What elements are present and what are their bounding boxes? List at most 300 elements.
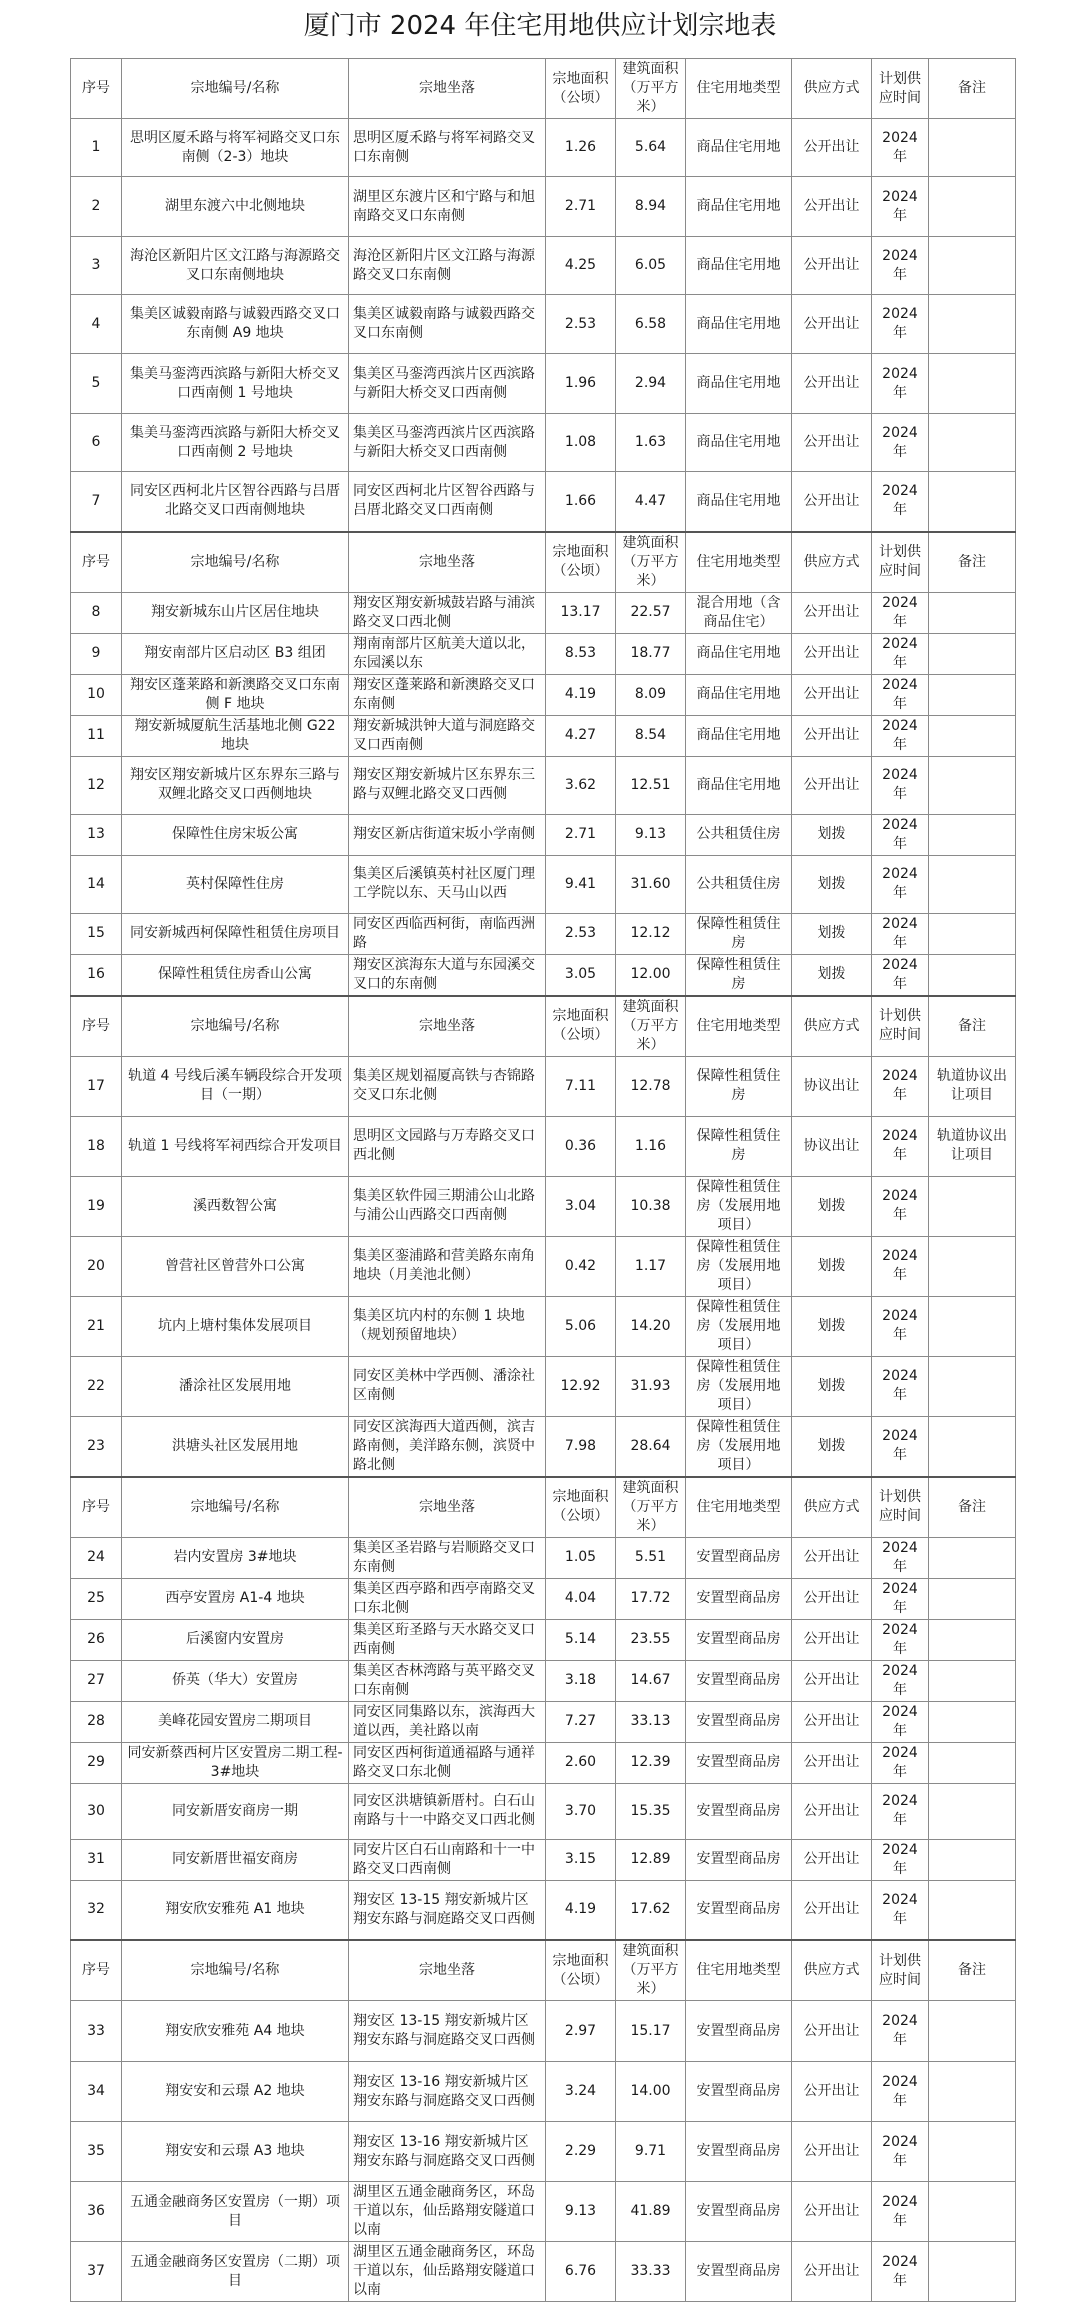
- cell-supply: 公开出让: [792, 1660, 872, 1701]
- cell-supply: 公开出让: [792, 2182, 872, 2242]
- header-time: 计划供应时间: [872, 532, 929, 593]
- cell-area: 2.53: [546, 913, 616, 954]
- cell-note: [929, 1236, 1016, 1296]
- cell-supply: 公开出让: [792, 756, 872, 814]
- cell-supply: 划拨: [792, 913, 872, 954]
- cell-build: 6.58: [616, 295, 686, 354]
- cell-idx: 3: [71, 237, 122, 295]
- cell-note: [929, 2122, 1016, 2182]
- cell-build: 14.20: [616, 1296, 686, 1356]
- cell-name: 同安新厝世福安商房: [122, 1839, 349, 1880]
- cell-name: 五通金融商务区安置房（一期）项目: [122, 2182, 349, 2242]
- cell-loc: 集美区圣岩路与岩顺路交叉口东南侧: [349, 1537, 546, 1578]
- cell-time: 2024年: [872, 756, 929, 814]
- cell-area: 5.14: [546, 1619, 616, 1660]
- cell-build: 8.54: [616, 715, 686, 756]
- cell-name: 溪西数智公寓: [122, 1176, 349, 1236]
- table-row: [71, 633, 1016, 674]
- cell-supply: 公开出让: [792, 414, 872, 472]
- cell-area: 3.15: [546, 1839, 616, 1880]
- cell-build: 23.55: [616, 1619, 686, 1660]
- table-row: [71, 674, 1016, 715]
- cell-build: 22.57: [616, 592, 686, 633]
- cell-area: 3.04: [546, 1176, 616, 1236]
- header-build: 建筑面积（万平方米）: [616, 1940, 686, 2001]
- cell-idx: 15: [71, 913, 122, 954]
- table-row: [71, 1839, 1016, 1880]
- cell-name: 翔安南部片区启动区 B3 组团: [122, 633, 349, 674]
- cell-idx: 1: [71, 119, 122, 177]
- cell-time: 2024年: [872, 1880, 929, 1940]
- cell-loc: 同安区美林中学西侧、潘涂社区南侧: [349, 1356, 546, 1416]
- cell-note: 轨道协议出让项目: [929, 1116, 1016, 1176]
- cell-area: 7.27: [546, 1701, 616, 1742]
- cell-idx: 25: [71, 1578, 122, 1619]
- header-loc: 宗地坐落: [349, 1477, 546, 1538]
- cell-note: [929, 2001, 1016, 2062]
- cell-idx: 7: [71, 472, 122, 532]
- cell-type: 安置型商品房: [686, 1839, 792, 1880]
- cell-name: 坑内上塘村集体发展项目: [122, 1296, 349, 1356]
- cell-build: 10.38: [616, 1176, 686, 1236]
- cell-area: 4.27: [546, 715, 616, 756]
- cell-name: 集美马銮湾西滨路与新阳大桥交叉口西南侧 2 号地块: [122, 414, 349, 472]
- table-row: [71, 237, 1016, 295]
- table-row: [71, 1296, 1016, 1356]
- cell-name: 翔安欣安雅苑 A4 地块: [122, 2001, 349, 2062]
- cell-note: [929, 1660, 1016, 1701]
- table-row: [71, 1116, 1016, 1176]
- cell-note: [929, 855, 1016, 913]
- cell-time: 2024年: [872, 472, 929, 532]
- cell-build: 1.17: [616, 1236, 686, 1296]
- table-row: [71, 1783, 1016, 1839]
- cell-time: 2024年: [872, 1236, 929, 1296]
- cell-area: 7.11: [546, 1056, 616, 1116]
- header-idx: 序号: [71, 996, 122, 1057]
- cell-type: 保障性租赁住房（发展用地项目）: [686, 1176, 792, 1236]
- cell-loc: 思明区文园路与万寿路交叉口西北侧: [349, 1116, 546, 1176]
- cell-note: [929, 2182, 1016, 2242]
- cell-time: 2024年: [872, 855, 929, 913]
- cell-note: [929, 1176, 1016, 1236]
- cell-supply: 划拨: [792, 1236, 872, 1296]
- cell-type: 保障性租赁住房: [686, 1116, 792, 1176]
- header-note: 备注: [929, 59, 1016, 119]
- cell-build: 31.93: [616, 1356, 686, 1416]
- cell-time: 2024年: [872, 954, 929, 996]
- cell-idx: 5: [71, 354, 122, 414]
- cell-time: 2024年: [872, 1619, 929, 1660]
- cell-build: 2.94: [616, 354, 686, 414]
- cell-idx: 27: [71, 1660, 122, 1701]
- cell-build: 12.12: [616, 913, 686, 954]
- cell-loc: 集美区马銮湾西滨片区西滨路与新阳大桥交叉口西南侧: [349, 414, 546, 472]
- cell-supply: 公开出让: [792, 1537, 872, 1578]
- cell-build: 14.67: [616, 1660, 686, 1701]
- cell-loc: 翔南南部片区航美大道以北，东园溪以东: [349, 633, 546, 674]
- table-row: [71, 1742, 1016, 1783]
- cell-note: [929, 295, 1016, 354]
- cell-idx: 34: [71, 2062, 122, 2122]
- cell-type: 混合用地（含商品住宅）: [686, 592, 792, 633]
- cell-time: 2024年: [872, 2242, 929, 2302]
- cell-loc: 同安区西柯北片区智谷西路与吕厝北路交叉口西南侧: [349, 472, 546, 532]
- cell-time: 2024年: [872, 1701, 929, 1742]
- cell-loc: 集美区马銮湾西滨片区西滨路与新阳大桥交叉口西南侧: [349, 354, 546, 414]
- cell-supply: 公开出让: [792, 715, 872, 756]
- cell-area: 9.41: [546, 855, 616, 913]
- cell-type: 保障性租赁住房: [686, 913, 792, 954]
- header-name: 宗地编号/名称: [122, 1940, 349, 2001]
- cell-name: 轨道 1 号线将军祠西综合开发项目: [122, 1116, 349, 1176]
- cell-build: 17.72: [616, 1578, 686, 1619]
- cell-note: [929, 715, 1016, 756]
- cell-area: 1.66: [546, 472, 616, 532]
- table-row: [71, 119, 1016, 177]
- cell-loc: 集美区软件园三期浦公山北路与浦公山西路交口西南侧: [349, 1176, 546, 1236]
- cell-idx: 23: [71, 1416, 122, 1477]
- cell-type: 保障性租赁住房（发展用地项目）: [686, 1236, 792, 1296]
- cell-type: 商品住宅用地: [686, 756, 792, 814]
- cell-supply: 公开出让: [792, 633, 872, 674]
- cell-idx: 16: [71, 954, 122, 996]
- header-area: 宗地面积（公顷）: [546, 59, 616, 119]
- cell-type: 商品住宅用地: [686, 414, 792, 472]
- cell-time: 2024年: [872, 1839, 929, 1880]
- cell-name: 翔安欣安雅苑 A1 地块: [122, 1880, 349, 1940]
- cell-type: 安置型商品房: [686, 1537, 792, 1578]
- header-time: 计划供应时间: [872, 59, 929, 119]
- cell-time: 2024年: [872, 1056, 929, 1116]
- cell-supply: 划拨: [792, 954, 872, 996]
- cell-type: 安置型商品房: [686, 1742, 792, 1783]
- header-name: 宗地编号/名称: [122, 1477, 349, 1538]
- header-idx: 序号: [71, 59, 122, 119]
- table-row: [71, 177, 1016, 237]
- table-row: [71, 715, 1016, 756]
- header-type: 住宅用地类型: [686, 59, 792, 119]
- cell-idx: 12: [71, 756, 122, 814]
- cell-area: 0.36: [546, 1116, 616, 1176]
- header-time: 计划供应时间: [872, 1477, 929, 1538]
- cell-time: 2024年: [872, 1116, 929, 1176]
- cell-build: 9.71: [616, 2122, 686, 2182]
- cell-idx: 35: [71, 2122, 122, 2182]
- cell-time: 2024年: [872, 1660, 929, 1701]
- cell-area: 12.92: [546, 1356, 616, 1416]
- cell-idx: 9: [71, 633, 122, 674]
- cell-name: 轨道 4 号线后溪车辆段综合开发项目（一期）: [122, 1056, 349, 1116]
- header-row: [71, 996, 1016, 1057]
- cell-type: 商品住宅用地: [686, 177, 792, 237]
- cell-name: 西亭安置房 A1-4 地块: [122, 1578, 349, 1619]
- cell-supply: 公开出让: [792, 1880, 872, 1940]
- cell-loc: 同安区同集路以东，滨海西大道以西，美社路以南: [349, 1701, 546, 1742]
- cell-time: 2024年: [872, 414, 929, 472]
- cell-type: 商品住宅用地: [686, 633, 792, 674]
- header-build: 建筑面积（万平方米）: [616, 1477, 686, 1538]
- cell-note: [929, 1783, 1016, 1839]
- land-supply-table: [70, 58, 1016, 2302]
- header-idx: 序号: [71, 532, 122, 593]
- cell-note: [929, 1356, 1016, 1416]
- cell-name: 翔安新城东山片区居住地块: [122, 592, 349, 633]
- cell-note: [929, 119, 1016, 177]
- cell-supply: 划拨: [792, 814, 872, 855]
- cell-loc: 翔安区 13-16 翔安新城片区翔安东路与洞庭路交叉口西侧: [349, 2062, 546, 2122]
- cell-note: [929, 1742, 1016, 1783]
- cell-supply: 公开出让: [792, 674, 872, 715]
- cell-type: 安置型商品房: [686, 1880, 792, 1940]
- cell-supply: 公开出让: [792, 237, 872, 295]
- cell-loc: 同安区洪塘镇新厝村。白石山南路与十一中路交叉口西北侧: [349, 1783, 546, 1839]
- cell-name: 美峰花园安置房二期项目: [122, 1701, 349, 1742]
- cell-supply: 公开出让: [792, 1839, 872, 1880]
- cell-area: 5.06: [546, 1296, 616, 1356]
- cell-idx: 14: [71, 855, 122, 913]
- header-area: 宗地面积（公顷）: [546, 1940, 616, 2001]
- header-supply: 供应方式: [792, 532, 872, 593]
- header-supply: 供应方式: [792, 1477, 872, 1538]
- cell-type: 保障性租赁住房（发展用地项目）: [686, 1296, 792, 1356]
- cell-idx: 8: [71, 592, 122, 633]
- cell-name: 翔安安和云璟 A3 地块: [122, 2122, 349, 2182]
- cell-note: [929, 814, 1016, 855]
- cell-type: 商品住宅用地: [686, 472, 792, 532]
- cell-supply: 公开出让: [792, 592, 872, 633]
- cell-loc: 集美区坑内村的东侧 1 块地（规划预留地块）: [349, 1296, 546, 1356]
- table-row: [71, 913, 1016, 954]
- table-row: [71, 1236, 1016, 1296]
- table-row: [71, 1578, 1016, 1619]
- cell-note: [929, 1880, 1016, 1940]
- cell-idx: 11: [71, 715, 122, 756]
- cell-type: 安置型商品房: [686, 2062, 792, 2122]
- cell-supply: 协议出让: [792, 1116, 872, 1176]
- cell-supply: 公开出让: [792, 2001, 872, 2062]
- header-loc: 宗地坐落: [349, 59, 546, 119]
- cell-name: 思明区厦禾路与将军祠路交叉口东南侧（2-3）地块: [122, 119, 349, 177]
- cell-time: 2024年: [872, 1296, 929, 1356]
- cell-note: [929, 674, 1016, 715]
- cell-supply: 划拨: [792, 1356, 872, 1416]
- cell-supply: 划拨: [792, 1416, 872, 1477]
- cell-supply: 公开出让: [792, 295, 872, 354]
- cell-area: 9.13: [546, 2182, 616, 2242]
- cell-area: 13.17: [546, 592, 616, 633]
- cell-area: 6.76: [546, 2242, 616, 2302]
- cell-loc: 湖里区五通金融商务区，环岛干道以东，仙岳路翔安隧道口以南: [349, 2242, 546, 2302]
- cell-area: 3.18: [546, 1660, 616, 1701]
- cell-idx: 21: [71, 1296, 122, 1356]
- cell-time: 2024年: [872, 1416, 929, 1477]
- cell-loc: 同安区西临西柯街，南临西洲路: [349, 913, 546, 954]
- cell-name: 侨英（华大）安置房: [122, 1660, 349, 1701]
- cell-supply: 划拨: [792, 855, 872, 913]
- cell-area: 4.25: [546, 237, 616, 295]
- cell-name: 同安新蔡西柯片区安置房二期工程-3#地块: [122, 1742, 349, 1783]
- cell-build: 12.51: [616, 756, 686, 814]
- cell-area: 2.71: [546, 177, 616, 237]
- cell-area: 2.29: [546, 2122, 616, 2182]
- cell-type: 商品住宅用地: [686, 674, 792, 715]
- cell-time: 2024年: [872, 674, 929, 715]
- cell-idx: 33: [71, 2001, 122, 2062]
- table-row: [71, 756, 1016, 814]
- header-type: 住宅用地类型: [686, 1477, 792, 1538]
- cell-type: 保障性租赁住房: [686, 1056, 792, 1116]
- table-row: [71, 295, 1016, 354]
- cell-name: 同安新城西柯保障性租赁住房项目: [122, 913, 349, 954]
- cell-area: 1.26: [546, 119, 616, 177]
- cell-area: 8.53: [546, 633, 616, 674]
- cell-idx: 19: [71, 1176, 122, 1236]
- cell-loc: 湖里区五通金融商务区，环岛干道以东，仙岳路翔安隧道口以南: [349, 2182, 546, 2242]
- cell-name: 潘涂社区发展用地: [122, 1356, 349, 1416]
- cell-type: 商品住宅用地: [686, 119, 792, 177]
- cell-time: 2024年: [872, 354, 929, 414]
- header-row: [71, 1477, 1016, 1538]
- table-row: [71, 814, 1016, 855]
- header-note: 备注: [929, 1477, 1016, 1538]
- cell-area: 0.42: [546, 1236, 616, 1296]
- header-time: 计划供应时间: [872, 1940, 929, 2001]
- header-type: 住宅用地类型: [686, 1940, 792, 2001]
- cell-idx: 32: [71, 1880, 122, 1940]
- cell-name: 海沧区新阳片区文江路与海源路交叉口东南侧地块: [122, 237, 349, 295]
- cell-loc: 翔安区 13-15 翔安新城片区翔安东路与洞庭路交叉口西侧: [349, 2001, 546, 2062]
- cell-time: 2024年: [872, 177, 929, 237]
- cell-build: 15.35: [616, 1783, 686, 1839]
- cell-loc: 翔安区蓬莱路和新澳路交叉口东南侧: [349, 674, 546, 715]
- cell-time: 2024年: [872, 237, 929, 295]
- cell-loc: 翔安区翔安新城鼓岩路与浦滨路交叉口西北侧: [349, 592, 546, 633]
- cell-note: 轨道协议出让项目: [929, 1056, 1016, 1116]
- cell-type: 安置型商品房: [686, 2001, 792, 2062]
- cell-type: 安置型商品房: [686, 1619, 792, 1660]
- cell-loc: 集美区诚毅南路与诚毅西路交叉口东南侧: [349, 295, 546, 354]
- cell-name: 后溪窗内安置房: [122, 1619, 349, 1660]
- cell-note: [929, 1619, 1016, 1660]
- cell-build: 14.00: [616, 2062, 686, 2122]
- cell-loc: 同安区西柯街道通福路与通祥路交叉口东北侧: [349, 1742, 546, 1783]
- header-idx: 序号: [71, 1477, 122, 1538]
- cell-area: 3.24: [546, 2062, 616, 2122]
- cell-type: 商品住宅用地: [686, 715, 792, 756]
- cell-area: 4.19: [546, 674, 616, 715]
- cell-note: [929, 1416, 1016, 1477]
- cell-build: 12.39: [616, 1742, 686, 1783]
- cell-type: 安置型商品房: [686, 2242, 792, 2302]
- cell-loc: 集美区杏林湾路与英平路交叉口东南侧: [349, 1660, 546, 1701]
- cell-name: 集美马銮湾西滨路与新阳大桥交叉口西南侧 1 号地块: [122, 354, 349, 414]
- cell-note: [929, 756, 1016, 814]
- cell-loc: 翔安区翔安新城片区东界东三路与双鲤北路交叉口西侧: [349, 756, 546, 814]
- cell-time: 2024年: [872, 913, 929, 954]
- cell-time: 2024年: [872, 633, 929, 674]
- cell-supply: 划拨: [792, 1296, 872, 1356]
- cell-supply: 划拨: [792, 1176, 872, 1236]
- table-row: [71, 354, 1016, 414]
- header-row: [71, 1940, 1016, 2001]
- table-row: [71, 954, 1016, 996]
- cell-supply: 公开出让: [792, 1619, 872, 1660]
- cell-note: [929, 1578, 1016, 1619]
- header-type: 住宅用地类型: [686, 532, 792, 593]
- cell-idx: 31: [71, 1839, 122, 1880]
- cell-build: 17.62: [616, 1880, 686, 1940]
- cell-type: 安置型商品房: [686, 2182, 792, 2242]
- table-row: [71, 1356, 1016, 1416]
- cell-supply: 公开出让: [792, 1578, 872, 1619]
- cell-name: 洪塘头社区发展用地: [122, 1416, 349, 1477]
- cell-loc: 海沧区新阳片区文江路与海源路交叉口东南侧: [349, 237, 546, 295]
- table-row: [71, 414, 1016, 472]
- cell-type: 安置型商品房: [686, 1783, 792, 1839]
- header-time: 计划供应时间: [872, 996, 929, 1057]
- cell-idx: 29: [71, 1742, 122, 1783]
- cell-note: [929, 2242, 1016, 2302]
- cell-idx: 28: [71, 1701, 122, 1742]
- cell-idx: 18: [71, 1116, 122, 1176]
- header-supply: 供应方式: [792, 59, 872, 119]
- header-area: 宗地面积（公顷）: [546, 1477, 616, 1538]
- table-row: [71, 1660, 1016, 1701]
- cell-name: 翔安新城厦航生活基地北侧 G22 地块: [122, 715, 349, 756]
- cell-build: 1.16: [616, 1116, 686, 1176]
- cell-type: 安置型商品房: [686, 1701, 792, 1742]
- cell-note: [929, 472, 1016, 532]
- cell-area: 1.05: [546, 1537, 616, 1578]
- table-row: [71, 2122, 1016, 2182]
- cell-loc: 湖里区东渡片区和宁路与和旭南路交叉口东南侧: [349, 177, 546, 237]
- header-area: 宗地面积（公顷）: [546, 532, 616, 593]
- cell-time: 2024年: [872, 592, 929, 633]
- cell-name: 保障性租赁住房香山公寓: [122, 954, 349, 996]
- cell-build: 41.89: [616, 2182, 686, 2242]
- cell-idx: 24: [71, 1537, 122, 1578]
- cell-idx: 4: [71, 295, 122, 354]
- cell-time: 2024年: [872, 2001, 929, 2062]
- cell-note: [929, 592, 1016, 633]
- cell-supply: 公开出让: [792, 119, 872, 177]
- cell-supply: 公开出让: [792, 2062, 872, 2122]
- cell-loc: 翔安新城洪钟大道与洞庭路交叉口西南侧: [349, 715, 546, 756]
- cell-area: 7.98: [546, 1416, 616, 1477]
- cell-build: 33.13: [616, 1701, 686, 1742]
- cell-note: [929, 1701, 1016, 1742]
- header-idx: 序号: [71, 1940, 122, 2001]
- cell-supply: 协议出让: [792, 1056, 872, 1116]
- header-loc: 宗地坐落: [349, 996, 546, 1057]
- cell-note: [929, 1839, 1016, 1880]
- page-title: 厦门市 2024 年住宅用地供应计划宗地表: [303, 11, 777, 41]
- cell-idx: 22: [71, 1356, 122, 1416]
- cell-supply: 公开出让: [792, 1701, 872, 1742]
- cell-name: 同安新厝安商房一期: [122, 1783, 349, 1839]
- header-build: 建筑面积（万平方米）: [616, 532, 686, 593]
- cell-build: 8.09: [616, 674, 686, 715]
- cell-loc: 翔安区 13-15 翔安新城片区翔安东路与洞庭路交叉口西侧: [349, 1880, 546, 1940]
- cell-build: 12.00: [616, 954, 686, 996]
- cell-supply: 公开出让: [792, 1783, 872, 1839]
- cell-build: 28.64: [616, 1416, 686, 1477]
- cell-loc: 集美区銮浦路和营美路东南角地块（月美池北侧）: [349, 1236, 546, 1296]
- table-row: [71, 1880, 1016, 1940]
- cell-time: 2024年: [872, 1176, 929, 1236]
- header-name: 宗地编号/名称: [122, 59, 349, 119]
